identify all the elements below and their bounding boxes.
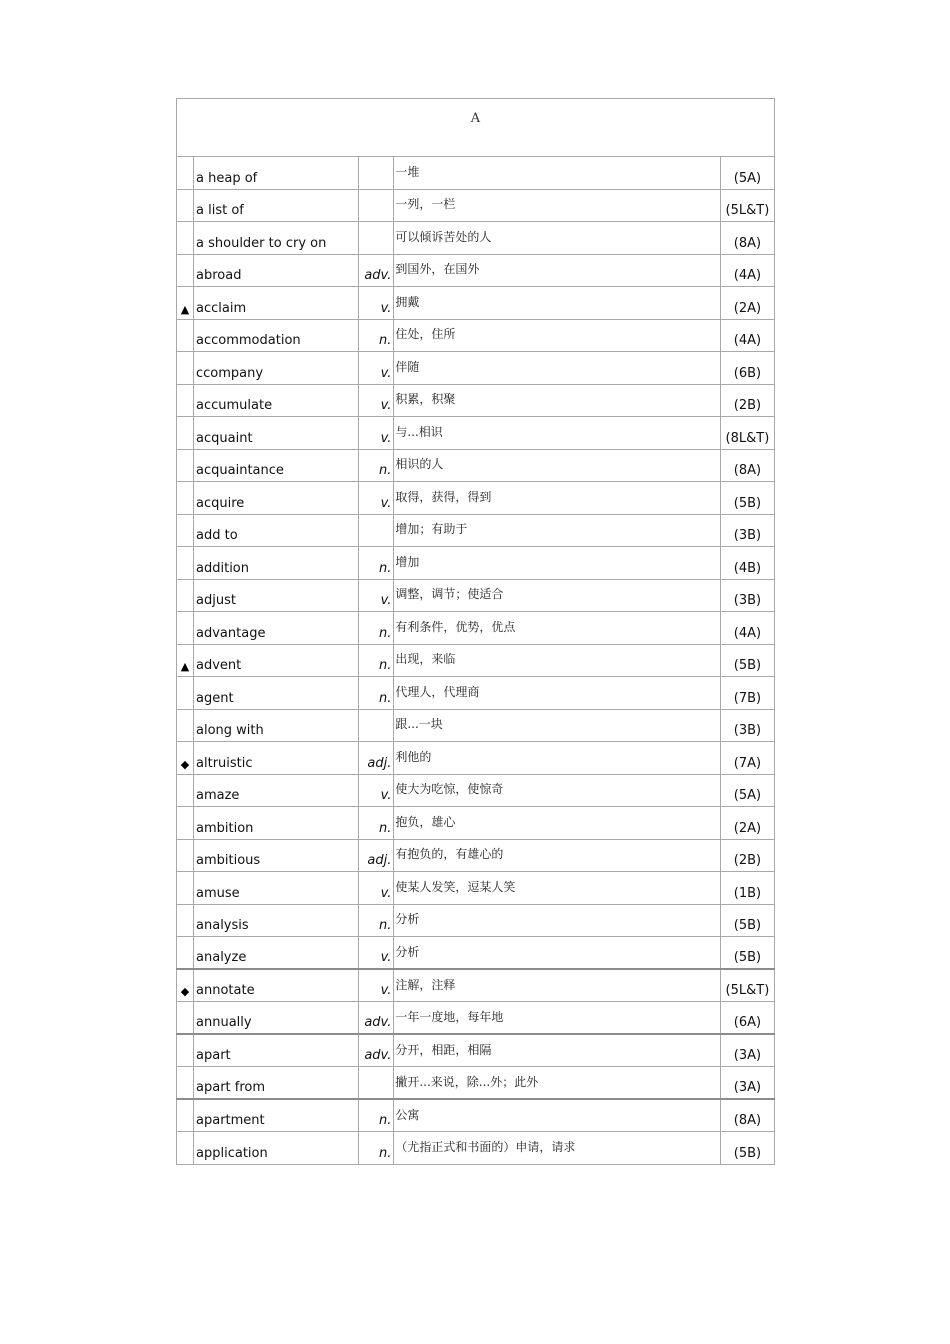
entry-part-of-speech: n. [359, 547, 394, 580]
entry-word: adjust [194, 579, 359, 612]
table-row [177, 1132, 775, 1165]
entry-meaning: 与...相识 [394, 417, 721, 450]
entry-marker [177, 1034, 194, 1067]
entry-word: along with [194, 709, 359, 742]
entry-word: advantage [194, 612, 359, 645]
entry-unit: (4A) [720, 612, 774, 645]
entry-part-of-speech: n. [359, 1132, 394, 1165]
entry-part-of-speech [359, 709, 394, 742]
entry-part-of-speech: v. [359, 352, 394, 385]
table-row [177, 1034, 775, 1067]
entry-marker [177, 254, 194, 287]
entry-unit: (3B) [720, 579, 774, 612]
entry-unit: (4A) [720, 254, 774, 287]
entry-unit: (5A) [720, 774, 774, 807]
entry-marker [177, 449, 194, 482]
entry-marker [177, 384, 194, 417]
table-row [177, 969, 775, 1002]
entry-marker [177, 872, 194, 905]
entry-word: a heap of [194, 157, 359, 190]
table-row [177, 287, 775, 320]
entry-unit: (2A) [720, 287, 774, 320]
entry-part-of-speech: adv. [359, 254, 394, 287]
entry-part-of-speech: v. [359, 482, 394, 515]
entry-unit: (3B) [720, 709, 774, 742]
entry-unit: (5B) [720, 644, 774, 677]
table-row [177, 644, 775, 677]
table-row [177, 579, 775, 612]
entry-meaning: 伴随 [394, 352, 721, 385]
entry-unit: (3A) [720, 1067, 774, 1100]
entry-unit: (7B) [720, 677, 774, 710]
entry-part-of-speech: v. [359, 384, 394, 417]
entry-part-of-speech: n. [359, 612, 394, 645]
table-row [177, 254, 775, 287]
entry-meaning: 使大为吃惊，使惊奇 [394, 774, 721, 807]
entry-part-of-speech: v. [359, 774, 394, 807]
entry-word: accommodation [194, 319, 359, 352]
entry-word: ambitious [194, 839, 359, 872]
entry-marker [177, 514, 194, 547]
entry-meaning: 增加 [394, 547, 721, 580]
entry-word: apart from [194, 1067, 359, 1100]
entry-marker [177, 352, 194, 385]
table-row [177, 774, 775, 807]
entry-part-of-speech: n. [359, 807, 394, 840]
entry-unit: (5L&T) [720, 189, 774, 222]
entry-part-of-speech: n. [359, 904, 394, 937]
entry-part-of-speech: n. [359, 1099, 394, 1132]
entry-marker [177, 807, 194, 840]
table-row [177, 384, 775, 417]
entry-word: a shoulder to cry on [194, 222, 359, 255]
entry-meaning: 增加；有助于 [394, 514, 721, 547]
entry-word: acquaint [194, 417, 359, 450]
entry-unit: (4A) [720, 319, 774, 352]
entry-part-of-speech: adv. [359, 1002, 394, 1035]
entry-word: abroad [194, 254, 359, 287]
table-row [177, 742, 775, 775]
entry-marker [177, 579, 194, 612]
entry-word: amuse [194, 872, 359, 905]
entry-unit: (3B) [720, 514, 774, 547]
entry-marker [177, 1067, 194, 1100]
entry-unit: (4B) [720, 547, 774, 580]
entry-word: apartment [194, 1099, 359, 1132]
entry-marker [177, 1099, 194, 1132]
table-row [177, 677, 775, 710]
entry-marker [177, 677, 194, 710]
entry-word: a list of [194, 189, 359, 222]
entry-part-of-speech: v. [359, 417, 394, 450]
entry-meaning: 分析 [394, 904, 721, 937]
table-row [177, 1067, 775, 1100]
entry-unit: (3A) [720, 1034, 774, 1067]
entry-unit: (2B) [720, 384, 774, 417]
entry-meaning: 调整，调节；使适合 [394, 579, 721, 612]
entry-unit: (8A) [720, 1099, 774, 1132]
entry-meaning: 抱负，雄心 [394, 807, 721, 840]
entry-marker: ◆ [177, 742, 194, 775]
entry-unit: (6B) [720, 352, 774, 385]
entry-marker [177, 904, 194, 937]
entry-meaning: 撇开...来说，除...外；此外 [394, 1067, 721, 1100]
entry-meaning: 到国外，在国外 [394, 254, 721, 287]
entry-marker [177, 839, 194, 872]
entry-meaning: 相识的人 [394, 449, 721, 482]
table-row [177, 904, 775, 937]
entry-word: annotate [194, 969, 359, 1002]
table-row [177, 1002, 775, 1035]
table-row [177, 189, 775, 222]
table-row [177, 482, 775, 515]
table-row [177, 352, 775, 385]
entry-meaning: 取得，获得，得到 [394, 482, 721, 515]
entry-marker: ◆ [177, 969, 194, 1002]
entry-meaning: 有抱负的，有雄心的 [394, 839, 721, 872]
entry-word: acclaim [194, 287, 359, 320]
entry-unit: (2A) [720, 807, 774, 840]
entry-word: ccompany [194, 352, 359, 385]
entry-marker [177, 709, 194, 742]
entry-part-of-speech: adj. [359, 839, 394, 872]
entry-meaning: 出现，来临 [394, 644, 721, 677]
entry-word: addition [194, 547, 359, 580]
entry-marker [177, 1132, 194, 1165]
header-row [177, 99, 775, 157]
entry-meaning: 一堆 [394, 157, 721, 190]
entry-marker [177, 937, 194, 970]
entry-marker [177, 547, 194, 580]
entry-word: apart [194, 1034, 359, 1067]
entry-part-of-speech [359, 514, 394, 547]
entry-meaning: 公寓 [394, 1099, 721, 1132]
entry-unit: (1B) [720, 872, 774, 905]
vocabulary-table [176, 98, 775, 1165]
entry-part-of-speech: adj. [359, 742, 394, 775]
table-row [177, 514, 775, 547]
entry-unit: (2B) [720, 839, 774, 872]
entry-meaning: 拥戴 [394, 287, 721, 320]
entry-meaning: 代理人，代理商 [394, 677, 721, 710]
entry-meaning: 注解，注释 [394, 969, 721, 1002]
entry-unit: (8A) [720, 222, 774, 255]
entry-part-of-speech [359, 157, 394, 190]
entry-part-of-speech [359, 1067, 394, 1100]
entry-unit: (5B) [720, 904, 774, 937]
entry-meaning: 住处，住所 [394, 319, 721, 352]
table-row [177, 807, 775, 840]
table-row [177, 417, 775, 450]
entry-word: ambition [194, 807, 359, 840]
table-row [177, 937, 775, 970]
entry-unit: (5B) [720, 937, 774, 970]
entry-part-of-speech [359, 222, 394, 255]
entry-word: analysis [194, 904, 359, 937]
entry-marker [177, 482, 194, 515]
entry-unit: (8L&T) [720, 417, 774, 450]
entry-word: amaze [194, 774, 359, 807]
entry-meaning: 一年一度地，每年地 [394, 1002, 721, 1035]
entry-word: application [194, 1132, 359, 1165]
entry-word: acquaintance [194, 449, 359, 482]
table-row [177, 157, 775, 190]
entry-word: agent [194, 677, 359, 710]
entry-part-of-speech: n. [359, 319, 394, 352]
entry-part-of-speech: n. [359, 449, 394, 482]
entry-unit: (7A) [720, 742, 774, 775]
entry-part-of-speech: n. [359, 677, 394, 710]
table-row [177, 1099, 775, 1132]
table-row [177, 547, 775, 580]
entry-marker [177, 612, 194, 645]
entry-unit: (5L&T) [720, 969, 774, 1002]
entry-marker: ▲ [177, 287, 194, 320]
entry-marker [177, 774, 194, 807]
entry-part-of-speech: v. [359, 287, 394, 320]
table-row [177, 709, 775, 742]
entry-unit: (6A) [720, 1002, 774, 1035]
entry-meaning: 使某人发笑，逗某人笑 [394, 872, 721, 905]
entry-meaning: 一列，一栏 [394, 189, 721, 222]
entry-word: altruistic [194, 742, 359, 775]
entry-part-of-speech: adv. [359, 1034, 394, 1067]
entry-marker [177, 1002, 194, 1035]
entry-unit: (5B) [720, 1132, 774, 1165]
entry-part-of-speech: n. [359, 644, 394, 677]
entry-word: advent [194, 644, 359, 677]
section-letter-heading: A [177, 99, 775, 157]
entry-part-of-speech: v. [359, 969, 394, 1002]
entry-unit: (5A) [720, 157, 774, 190]
table-row [177, 839, 775, 872]
entry-part-of-speech: v. [359, 872, 394, 905]
entry-word: analyze [194, 937, 359, 970]
entry-marker [177, 157, 194, 190]
entry-word: annually [194, 1002, 359, 1035]
table-row [177, 319, 775, 352]
entry-marker [177, 417, 194, 450]
entry-marker [177, 189, 194, 222]
table-row [177, 612, 775, 645]
entry-meaning: 分析 [394, 937, 721, 970]
entry-part-of-speech: v. [359, 579, 394, 612]
entry-unit: (5B) [720, 482, 774, 515]
entry-word: add to [194, 514, 359, 547]
entry-meaning: （尤指正式和书面的）申请，请求 [394, 1132, 721, 1165]
table-row [177, 222, 775, 255]
entry-meaning: 有利条件，优势，优点 [394, 612, 721, 645]
entry-meaning: 跟...一块 [394, 709, 721, 742]
entry-marker [177, 319, 194, 352]
entry-meaning: 可以倾诉苦处的人 [394, 222, 721, 255]
entry-word: accumulate [194, 384, 359, 417]
entry-part-of-speech: v. [359, 937, 394, 970]
entry-marker [177, 222, 194, 255]
entry-unit: (8A) [720, 449, 774, 482]
table-row [177, 872, 775, 905]
entry-marker: ▲ [177, 644, 194, 677]
entry-meaning: 分开，相距，相隔 [394, 1034, 721, 1067]
entry-word: acquire [194, 482, 359, 515]
entry-meaning: 积累，积聚 [394, 384, 721, 417]
entry-meaning: 利他的 [394, 742, 721, 775]
entry-part-of-speech [359, 189, 394, 222]
table-row [177, 449, 775, 482]
